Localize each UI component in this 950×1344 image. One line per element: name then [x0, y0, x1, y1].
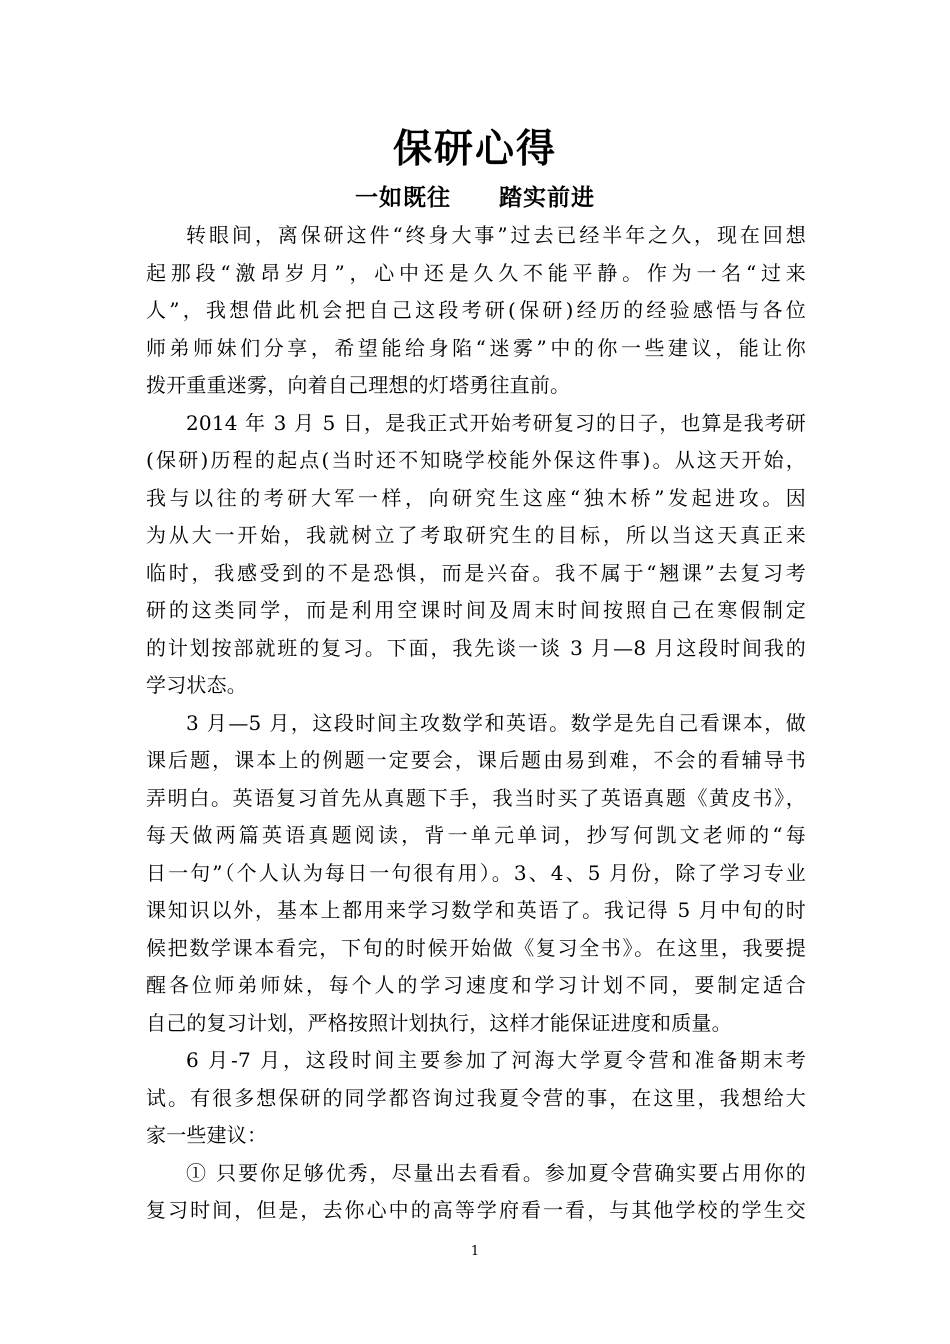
- body-line: 我与以往的考研大军一样，向研究生这座“独木桥”发起进攻。因: [146, 485, 806, 510]
- body-line: 转眼间，离保研这件“终身大事”过去已经半年之久，现在回想: [186, 223, 806, 247]
- body-line: (保研)历程的起点(当时还不知晓学校能外保这件事)。从这天开始，: [146, 448, 806, 472]
- body-line: 的计划按部就班的复习。下面，我先谈一谈 3 月—8 月这段时间我的: [146, 635, 806, 660]
- body-line: 候把数学课本看完，下旬的时候开始做《复习全书》。在这里，我要提: [146, 935, 806, 960]
- document-body: [146, 217, 806, 1230]
- body-line: ① 只要你足够优秀，尽量出去看看。参加夏令营确实要占用你的: [186, 1160, 806, 1185]
- document-title: 保研心得: [392, 127, 557, 172]
- body-line: 试。有很多想保研的同学都咨询过我夏令营的事，在这里，我想给大: [146, 1085, 806, 1110]
- body-line: 2014 年 3 月 5 日，是我正式开始考研复习的日子，也算是我考研: [186, 410, 806, 435]
- body-line: 自己的复习计划，严格按照计划执行，这样才能保证进度和质量。: [146, 1010, 732, 1035]
- body-line: 每天做两篇英语真题阅读，背一单元单词，抄写何凯文老师的“每: [146, 823, 806, 847]
- body-line: 课后题，课本上的例题一定要会，课后题由易到难，不会的看辅导书: [146, 748, 806, 772]
- document-subtitle: 一如既往 踏实前进: [355, 185, 595, 211]
- body-line: 临时，我感受到的不是恐惧，而是兴奋。我不属于“翘课”去复习考: [146, 560, 806, 585]
- body-line: 拨开重重迷雾，向着自己理想的灯塔勇往直前。: [146, 373, 571, 397]
- body-line: 人”，我想借此机会把自己这段考研(保研)经历的经验感悟与各位: [146, 298, 806, 322]
- page-number: 1: [470, 1244, 480, 1259]
- body-line: 师弟师妹们分享，希望能给身陷“迷雾”中的你一些建议，能让你: [146, 335, 806, 360]
- body-line: 起那段“激昂岁月”，心中还是久久不能平静。作为一名“过来: [146, 260, 806, 285]
- body-line: 研的这类同学，而是利用空课时间及周末时间按照自己在寒假制定: [146, 598, 806, 622]
- body-line: 3 月—5 月，这段时间主攻数学和英语。数学是先自己看课本，做: [186, 710, 806, 735]
- body-line: 为从大一开始，我就树立了考取研究生的目标，所以当这天真正来: [146, 523, 806, 547]
- body-line: 醒各位师弟师妹，每个人的学习速度和学习计划不同，要制定适合: [146, 973, 806, 997]
- body-line: 课知识以外，基本上都用来学习数学和英语了。我记得 5 月中旬的时: [146, 898, 806, 922]
- body-line: 日一句”（个人认为每日一句很有用）。3、4、5 月份，除了学习专业: [146, 860, 806, 885]
- body-line: 复习时间，但是，去你心中的高等学府看一看，与其他学校的学生交: [146, 1198, 806, 1222]
- body-line: 家一些建议：: [146, 1123, 268, 1147]
- body-line: 6 月-7 月，这段时间主要参加了河海大学夏令营和准备期末考: [186, 1048, 806, 1072]
- body-line: 弄明白。英语复习首先从真题下手，我当时买了英语真题《黄皮书》，: [146, 785, 806, 810]
- body-line: 学习状态。: [146, 673, 247, 697]
